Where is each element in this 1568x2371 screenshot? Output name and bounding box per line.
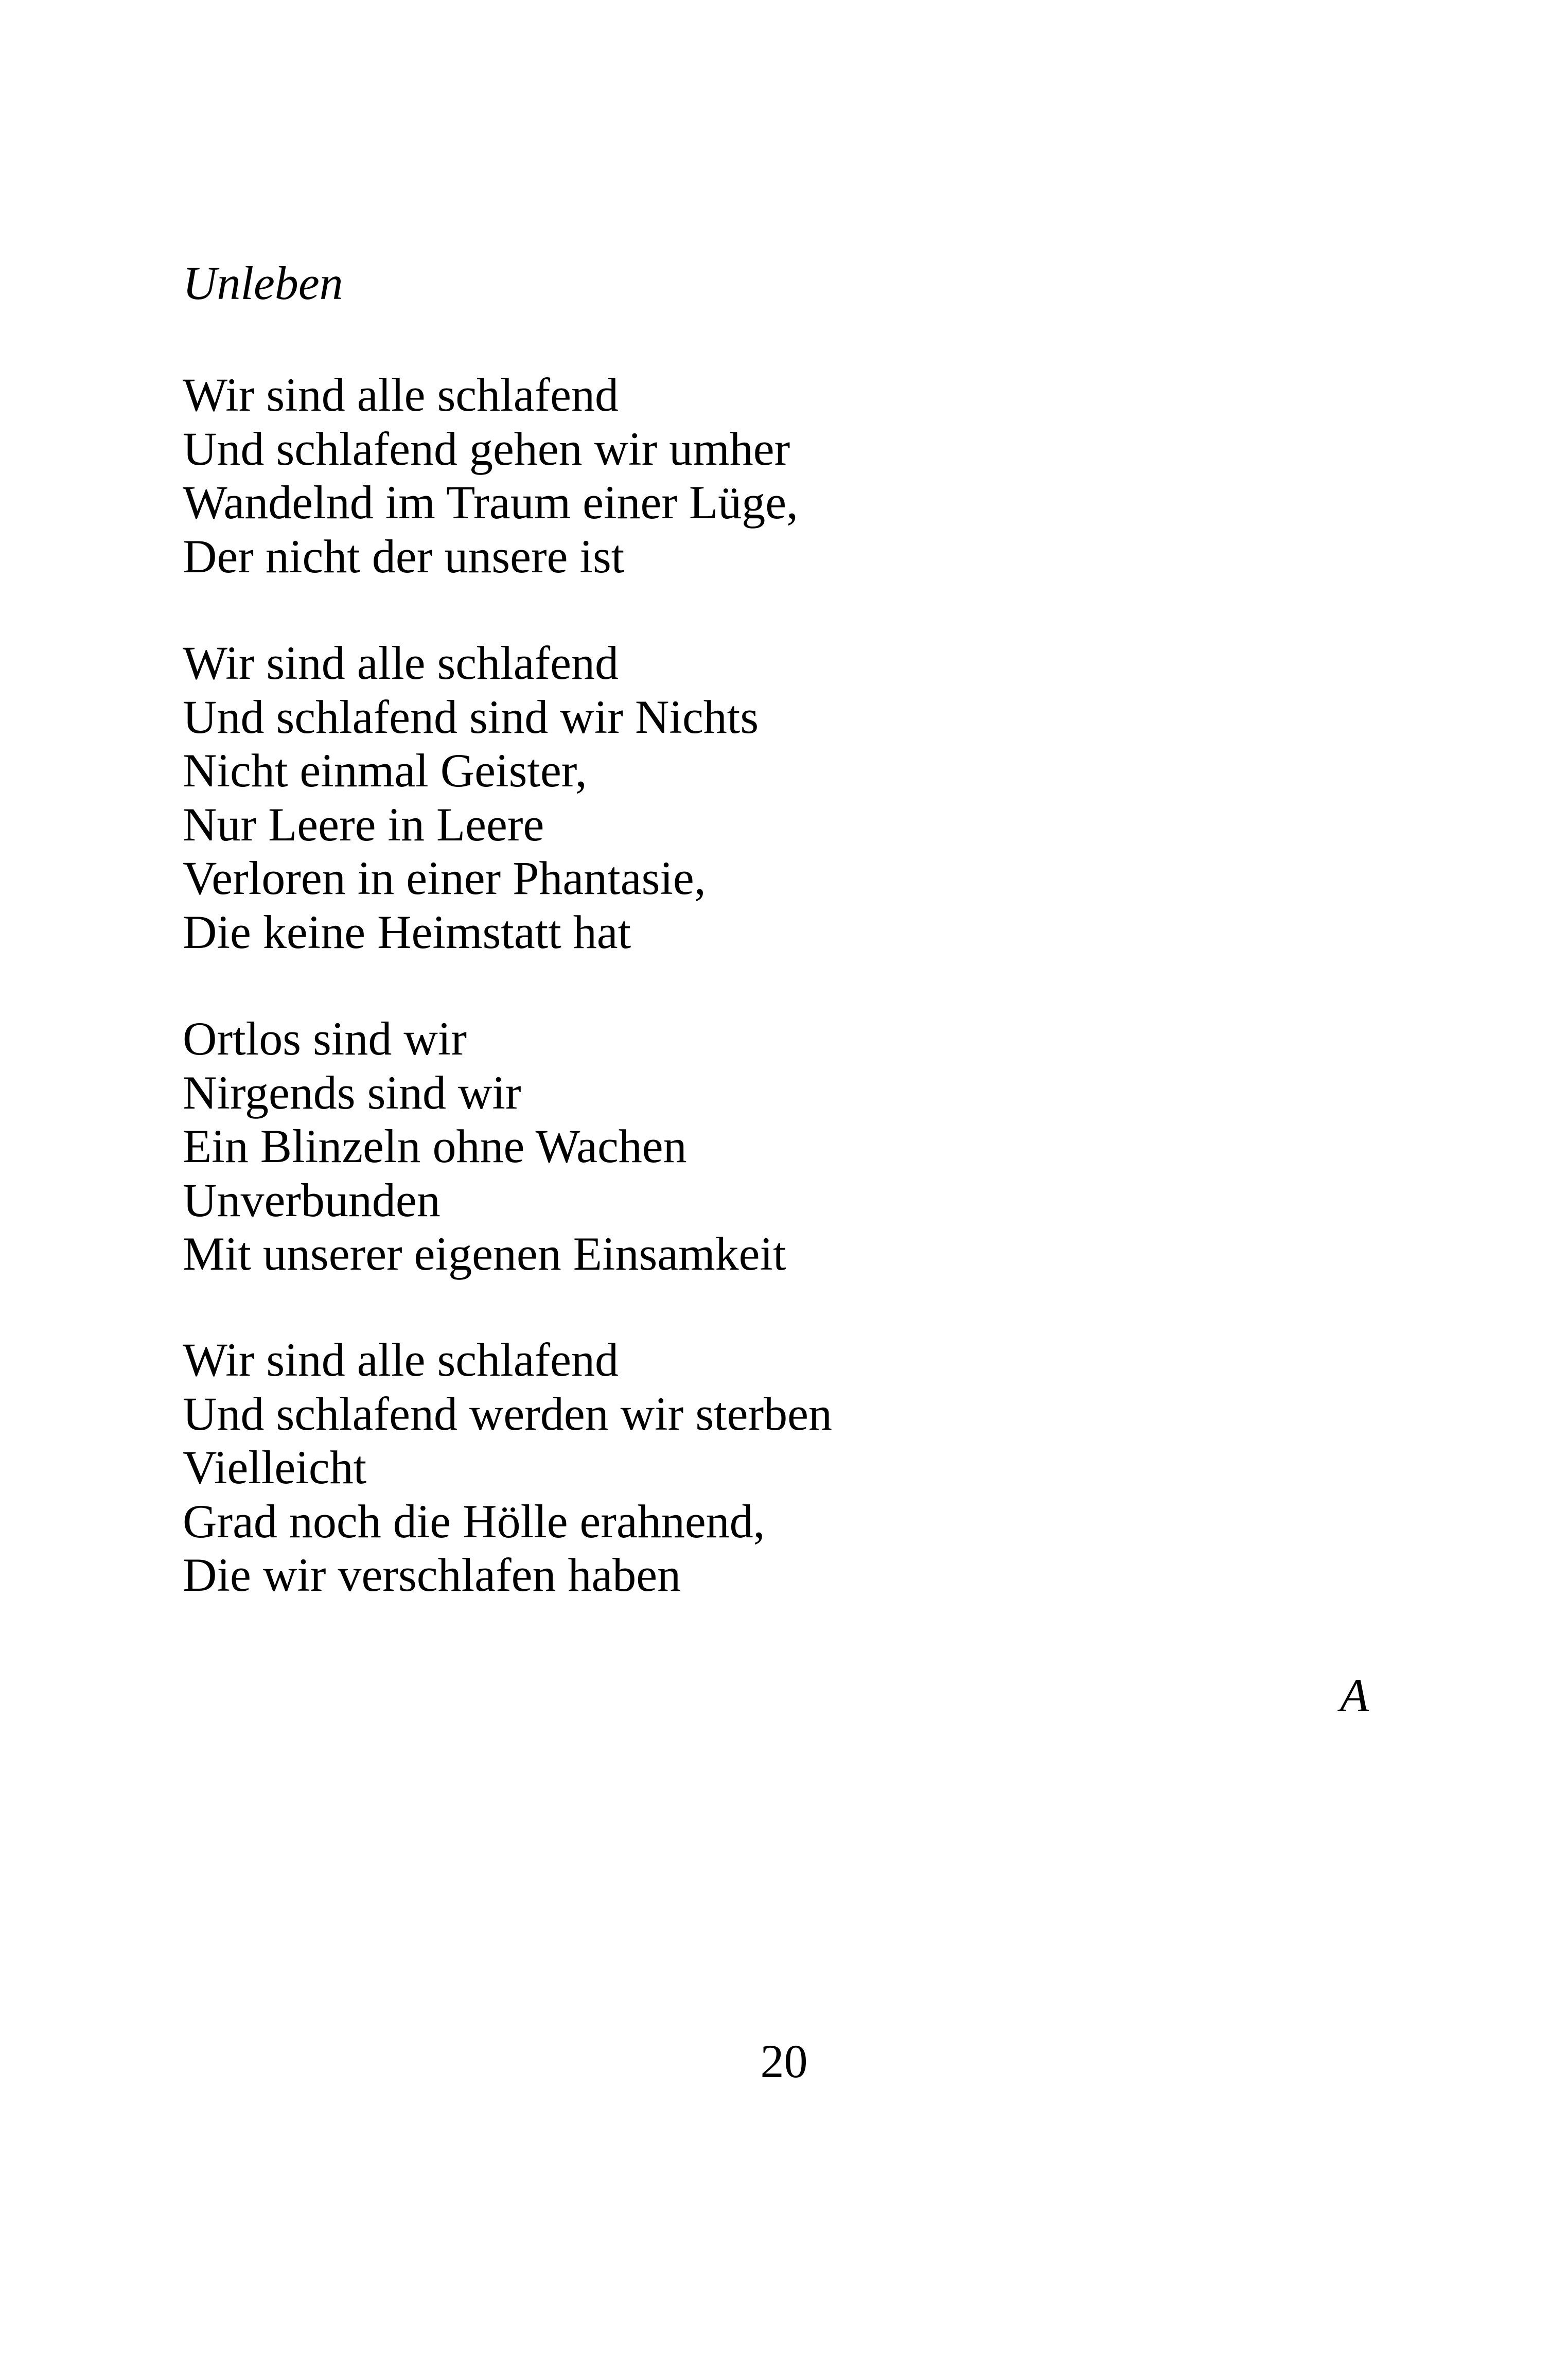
poem-line: Ortlos sind wir	[183, 1012, 467, 1065]
poem-line: Unverbunden	[183, 1173, 441, 1226]
poem-title: Unleben	[183, 257, 343, 309]
page-number: 20	[760, 2035, 808, 2087]
poem-line: Nirgends sind wir	[183, 1066, 521, 1119]
poem-line: Grad noch die Hölle erahnend,	[183, 1495, 765, 1548]
poem-line: Die keine Heimstatt hat	[183, 905, 631, 958]
poem-line: Wir sind alle schlafend	[183, 637, 619, 689]
stanza-4	[183, 1333, 832, 1602]
poem-line: Nicht einmal Geister,	[183, 744, 587, 797]
poem-line: Der nicht der unsere ist	[183, 530, 625, 583]
stanza-2	[183, 636, 759, 959]
poem-line: Die wir verschlafen haben	[183, 1549, 681, 1601]
poem-line: Ein Blinzeln ohne Wachen	[183, 1120, 687, 1172]
poem-line: Wandelnd im Traum einer Lüge,	[183, 476, 799, 529]
poem-line: Mit unserer eigenen Einsamkeit	[183, 1227, 786, 1280]
poem-line: Nur Leere in Leere	[183, 798, 544, 851]
poem-line: Wir sind alle schlafend	[183, 1333, 619, 1386]
poem-line: Verloren in einer Phantasie,	[183, 852, 706, 904]
poem-line: Und schlafend sind wir Nichts	[183, 690, 759, 743]
stanza-3	[183, 1012, 786, 1281]
poem-line: Vielleicht	[183, 1441, 367, 1494]
poem-line: Und schlafend werden wir sterben	[183, 1387, 832, 1440]
poem-line: Wir sind alle schlafend	[183, 368, 619, 421]
poem-line: Und schlafend gehen wir umher	[183, 422, 790, 475]
stanza-1	[183, 368, 798, 583]
author-signature: A	[1340, 1669, 1369, 1722]
